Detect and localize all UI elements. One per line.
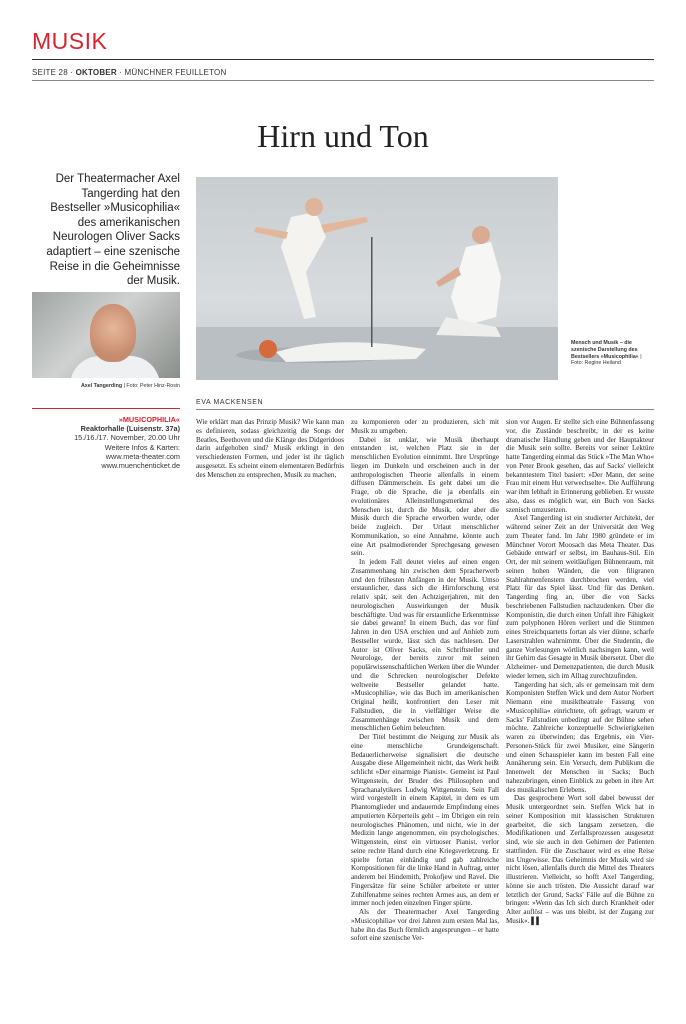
header-rule bbox=[32, 59, 654, 60]
article-column-3 bbox=[506, 418, 654, 926]
author-byline: EVA MACKENSEN bbox=[196, 399, 264, 406]
portrait-caption-name: Axel Tangerding bbox=[80, 383, 123, 389]
page-meta: SEITE 28 · OKTOBER · MÜNCHNER FEUILLETON bbox=[32, 68, 227, 77]
event-title: »MUSICOPHILIA« bbox=[118, 415, 180, 424]
event-info-label: Weitere Infos & Karten: bbox=[104, 442, 180, 452]
event-info-box bbox=[32, 415, 180, 470]
event-website-1[interactable]: www.meta-theater.com bbox=[105, 451, 180, 461]
stage-photo-illustration bbox=[196, 177, 558, 380]
section-title: MUSIK bbox=[32, 28, 108, 54]
article-column-2 bbox=[351, 418, 499, 943]
stage-photo bbox=[196, 177, 558, 380]
article-intro: Der Theatermacher Axel Tangerding hat den Bestseller »Musicophilia« des amerikanischen Neurologen Oliver Sacks adaptiert – eine szenische Reise in die Geheimnisse der Musik. bbox=[46, 173, 180, 288]
publication-name: MÜNCHNER FEUILLETON bbox=[124, 68, 227, 77]
paragraph: In jedem Fall deutet vieles auf einen engen Zusammenhang hin zwischen dem Spracherwerb und den frühesten Anfängen in der Musik. Umso erstaunlicher, dass sich die Hirnforschung erst relativ spät, seit den Achtzigerjahren, mit den neurologischen Auswirkungen der Musik beschäftigte. Und was für erstaunliche Erkenntnisse sie dabei gewann! In einem Buch, das vor fünf Jahren in den USA erschien und auf Anhieb zum Bestseller wurde, lässt sich das nachlesen. Der Autor ist Oliver Sacks, ein Schriftsteller und Neurologe, der bereits zuvor mit seinen populärwissenschaftlichen Werken über die Wunder und die Schrecken neurologischer Defekte weltweite Bestseller gelandet hatte. »Musicophilia«, wie das Buch im amerikanischen Original heißt, konfrontiert den Leser mit Fallstudien, die in vielfältiger Weise die Zusammenhänge zwischen Musik und dem menschlichen Gehirn beleuchten. bbox=[351, 558, 499, 733]
author-portrait-photo bbox=[32, 292, 180, 378]
photo-caption-credit: Foto: Regine Heiland bbox=[571, 360, 621, 367]
paragraph: Der Titel bestimmt die Neigung zur Musik als eine menschliche Grundeigenschaft. Bedauerlicherweise signalisiert die deutsche Ausgabe diese Allgemeinheit nicht, das Werk heißt schlicht »Der einarmige Pianist«. Gemeint ist Paul Wittgenstein, der Bruder des Philosophen und Sprachanalytikers Ludwig Wittgenstein. Sein Fall wird vorgestellt in einem Kapitel, in dem es um Phantomglieder und andauernde Empfindung eines amputierten Körperteils geht – im Übrigen ein rein neurologisches Phänomen, und nicht, wie in der Medizin lange angenommen, ein psychologisches. Wittgenstein, einst ein virtuoser Pianist, verlor seine rechte Hand durch eine Kriegsverletzung. Er spielte fortan einhändig und gab zahlreiche Kompositionen für die linke Hand in Auftrag, unter anderem bei Hindemith, Prokofjew und Ravel. Die Fingersätze für seine Schüler arbeitete er unter Zuhilfenahme seines rechten Armes aus, an dem er immer noch jeden einzelnen Finger spürte. bbox=[351, 733, 499, 908]
info-box-rule bbox=[32, 408, 180, 409]
paragraph: sion vor Augen. Er stellte sich eine Bühnenfassung vor, die Zustände beschreibt, in der es keine dramatische Handlung geben und der Hauptakteur die Musik sein sollte. Bereits vor seiner Lektüre hatte Tangerding einmal das Stück »The Man Who« von Peter Brook gesehen, das auf Sacks' vielleicht bekanntestem Titel basiert: »Der Mann, der seine Frau mit einem Hut verwechselte«. Die Aufführung war ihm lebhaft in Erinnerung geblieben. Er wusste also, dass es möglich war, ein Buch von Sacks szenisch umzusetzen. bbox=[506, 418, 654, 514]
paragraph: Als der Theatermacher Axel Tangerding »Musicophilia« vor drei Jahren zum ersten Mal las, habe ihn das Buch förmlich angesprungen – er hatte sofort eine szenische Ver- bbox=[351, 908, 499, 943]
meta-rule bbox=[32, 80, 654, 81]
event-website-2[interactable]: www.muenchenticket.de bbox=[101, 461, 180, 471]
event-dates: 15./16./17. November, 20.00 Uhr bbox=[74, 433, 180, 443]
byline-rule bbox=[196, 409, 654, 410]
paragraph: Tangerding hat sich, als er gemeinsam mit dem Komponisten Steffen Wick und dem Autor Norbert Niemann eine musiktheatrale Fassung von »Musicophilia« einrichtete, oft gefragt, warum er Sacks' Fallstudien unbedingt auf der Bühne sehen möchte. Zahlreiche konzeptuelle Schwierigkeiten waren zu überwinden; das Ergebnis, ein Vier-Personen-Stück für zwei Musiker, eine Sängerin und einen Schauspieler kann im besten Fall eine Annäherung sein. Ein Versuch, dem Publikum die Innenwelt der Menschen in Sacks; Buch nahezubringen, einen Einblick zu geben in ihre Art des musikalischen Erlebens. bbox=[506, 680, 654, 794]
paragraph: Wie erklärt man das Prinzip Musik? Wie kann man es definieren, sodass gleichzeitig die Songs der Beatles, Beethoven und die Klänge des Didgeridoos darin aufgehoben sind? Musik erklingt in den verschiedensten Formen, und jeder ist ihr täglich ausgesetzt. Es scheint einem elementaren Bedürfnis des Menschen zu entsprechen, Musik zu machen, bbox=[196, 418, 344, 479]
paragraph: Axel Tangerding ist ein studierter Architekt, der während seiner Zeit an der Universität den Weg zum Theater fand. Im Jahr 1980 gründete er im Münchner Vorort Moosach das Meta Theater. Das Gebäude entwarf er selbst, im Bauhaus-Stil. Ein Ort, der mit seinem weitläufigen Bühnenraum, mit seinen hohen Wänden, die von filigranen Stahlrahmenfenstern durchbrochen werden, viel Platz für das Spiel lässt. Und für das Denken. Tangerding fing an, über die von Sacks beschriebenen Fallstudien nachzudenken. Über die Komponistin, die durch einen Unfall ihre Fähigkeit zum polyphonen Hören verliert und die Stimmen eines Streichquartetts fortan als vier dünne, scharfe Laserstrahlen wahrnimmt. Über die Studentin, die ganze Vorlesungen wörtlich nachsingen kann, weil ihr Gehirn das Gesagte in Musik übersetzt. Über die Alzheimer- und Demenzpatienten, die durch Musik wieder lernen, sich im Alltag zurechtzufinden. bbox=[506, 514, 654, 680]
issue-month: OKTOBER bbox=[75, 68, 117, 77]
photo-caption-text: Mensch und Musik – die szenische Darstellung des Bestsellers »Musicophilia« bbox=[571, 340, 639, 360]
paragraph: Das gesprochene Wort soll dabei bewusst der Musik untergeordnet sein. Steffen Wick hat in seiner Komposition mit klassischen Strukturen gearbeitet, die sich langsam zersetzen, die Modifikationen und Zerfallsprozessen ausgesetzt sind, wie sie auch in den Gehirnen der Patienten stattfinden. Für die Zuschauer wird es eine Reise ins Ungewisse. Das Geheimnis der Musik wird sie nicht lösen, allenfalls durch die Mittel des Theaters illustrieren. Vielleicht, so hofft Axel Tangerding, könne sie auch trösten. Die Aussicht darauf war letztlich der Grund, Sacks' Fälle auf die Bühne zu bringen: »Wenn das Ich sich durch Krankheit oder Alter auflöst – was uns bleibt, ist der Zugang zur Musik«. ▌▌ bbox=[506, 794, 654, 925]
paragraph: zu komponieren oder zu produzieren, sich mit Musik zu umgeben. bbox=[351, 418, 499, 435]
portrait-caption-credit: Foto: Peter Hinz-Rosin bbox=[126, 383, 180, 389]
paragraph: Dabei ist unklar, wie Musik überhaupt entstanden ist, welchen Platz sie in der menschlichen Evolution einnimmt. Ihre Ursprünge liegen im Dunkeln und erscheinen auch in der anthropologischen Theorie allenfalls in einem diffusen Dämmerschein. Es geht dabei um die Frage, ob die Sprache, die ja ebenfalls ein evolutionäres Alleinstellungsmerkmal des Menschen ist, durch die Musik, oder aber die Musik durch die Sprache erworben wurde, oder beide zugleich. Der Urlaut menschlicher Kommunikation, so eine Annahme, könnte auch eine Art psalmodierender Sprechgesang gewesen sein. bbox=[351, 435, 499, 558]
portrait-caption: Axel Tangerding | Foto: Peter Hinz-Rosin bbox=[80, 383, 180, 389]
photo-caption: Mensch und Musik – die szenische Darstellung des Bestsellers »Musicophilia« | Foto: Regine Heiland bbox=[571, 340, 642, 367]
page-number: SEITE 28 bbox=[32, 68, 68, 77]
article-column-1 bbox=[196, 418, 344, 479]
event-venue: Reaktorhalle (Luisenstr. 37a) bbox=[80, 424, 180, 434]
article-headline: Hirn und Ton bbox=[257, 118, 429, 154]
